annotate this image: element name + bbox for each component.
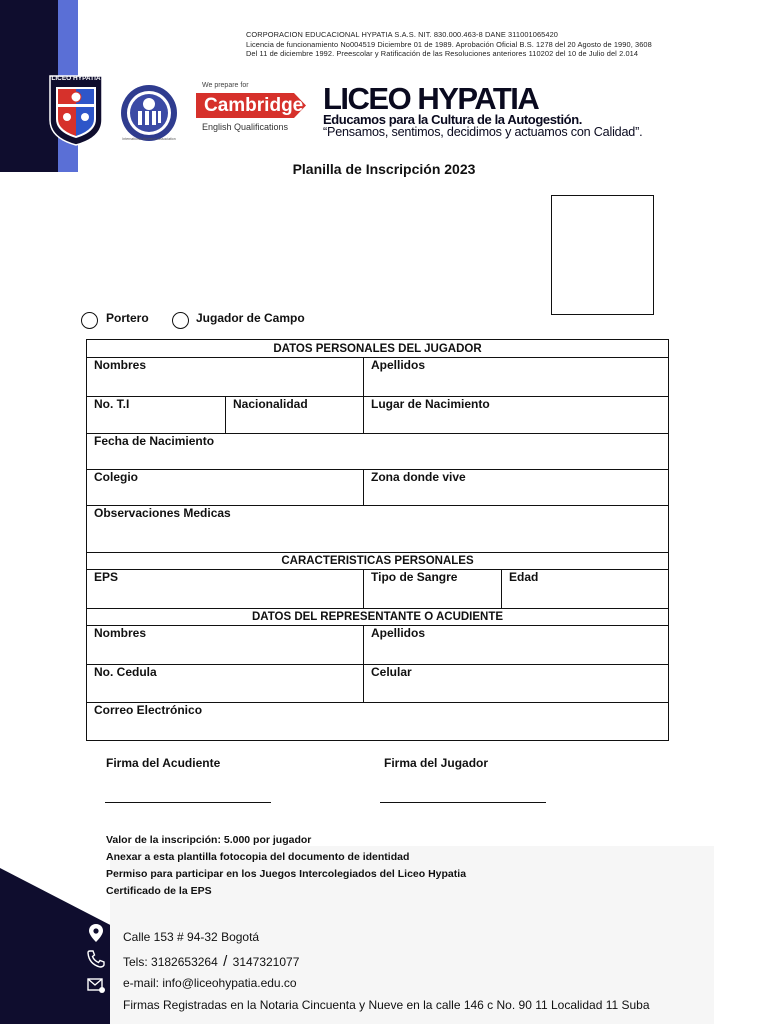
location-pin-icon [86, 923, 106, 943]
field-apellidos[interactable] [364, 358, 669, 397]
footer-phones [123, 953, 299, 970]
note-permission: Permiso para participar en los Juegos Intercolegiados del Liceo Hypatia [106, 868, 467, 880]
registration-table [86, 339, 669, 741]
mail-icon [86, 975, 106, 995]
field-lugar-nacimiento-label: Lugar de Nacimiento [371, 397, 490, 411]
cambridge-word: Cambridge [204, 95, 304, 116]
field-edad-label: Edad [509, 570, 539, 584]
field-nombres[interactable] [87, 358, 364, 397]
section-personal-data: DATOS PERSONALES DEL JUGADOR [87, 340, 669, 358]
header-line-3: Del 11 de diciembre 1992. Preescolar y Ratificación de las Resoluciones anteriores 110202 del 10 de Julio del 2.014 [246, 49, 639, 58]
field-correo-label: Correo Electrónico [94, 703, 203, 717]
field-colegio-label: Colegio [94, 470, 138, 484]
footer-email: e-mail: info@liceohypatia.edu.co [123, 976, 297, 990]
photo-box [551, 195, 654, 315]
section-guardian-data: DATOS DEL REPRESENTANTE O ACUDIENTE [87, 609, 669, 626]
signature-player-label: Firma del Jugador [384, 756, 489, 770]
form-title: Planilla de Inscripción 2023 [292, 161, 476, 177]
field-tipo-sangre-label: Tipo de Sangre [371, 570, 458, 584]
note-eps: Certificado de la EPS [106, 885, 212, 897]
field-tipo-sangre[interactable] [364, 570, 502, 609]
phone-icon [86, 949, 106, 969]
field-lugar-nacimiento[interactable] [364, 397, 669, 434]
field-correo[interactable] [87, 703, 669, 741]
field-nacionalidad-label: Nacionalidad [233, 397, 308, 411]
school-motto: Educamos para la Cultura de la Autogestión. [323, 112, 582, 127]
field-cedula[interactable] [87, 665, 364, 703]
field-edad[interactable] [502, 570, 669, 609]
header-line-1: CORPORACION EDUCACIONAL HYPATIA S.A.S. NIT. 830.000.463-8 DANE 311001065420 [246, 30, 559, 39]
field-zona-label: Zona donde vive [371, 470, 466, 484]
cambridge-prep-text: We prepare for [202, 82, 249, 89]
cambridge-logo [196, 93, 306, 118]
signature-player-line[interactable] [380, 802, 546, 803]
radio-jugador-de-campo-label: Jugador de Campo [196, 311, 305, 325]
header-line-2: Licencia de funcionamiento No004519 Diciembre 01 de 1989. Aprobación Oficial B.S. 1278 del 20 Agosto de 1990, 3608 [246, 40, 652, 49]
field-zona[interactable] [364, 470, 669, 506]
field-rep-apellidos-label: Apellidos [371, 626, 426, 640]
footer-notary: Firmas Registradas en la Notaria Cincuenta y Nueve en la calle 146 c No. 90 11 Localidad 11 Suba [123, 998, 650, 1012]
signature-guardian-line[interactable] [105, 802, 271, 803]
field-rep-nombres-label: Nombres [94, 626, 147, 640]
field-eps-label: EPS [94, 570, 119, 584]
school-name: LICEO HYPATIA [323, 81, 539, 116]
school-crest-logo [48, 74, 104, 146]
footer-phones-label: Tels: [123, 955, 148, 969]
field-celular[interactable] [364, 665, 669, 703]
cambridge-subtitle: English Qualifications [202, 122, 289, 132]
crest-title: LICEO HYPATIA [51, 75, 101, 82]
radio-portero-label: Portero [106, 311, 149, 325]
footer-phone-separator: / [223, 953, 228, 970]
signature-guardian-label: Firma del Acudiente [106, 756, 221, 770]
field-rep-nombres[interactable] [87, 626, 364, 665]
note-fee: Valor de la inscripción: 5.000 por jugador [106, 834, 312, 846]
field-no-ti[interactable] [87, 397, 226, 434]
footer-phone-1: 3182653264 [151, 955, 218, 969]
radio-portero[interactable] [81, 312, 98, 329]
seal-caption: International Women's Association [122, 137, 176, 141]
field-fecha-nacimiento[interactable] [87, 434, 669, 470]
field-nacionalidad[interactable] [226, 397, 364, 434]
section-characteristics: CARACTERISTICAS PERSONALES [87, 553, 669, 570]
association-seal-logo [120, 84, 178, 142]
footer-phone-2: 3147321077 [232, 955, 300, 969]
field-colegio[interactable] [87, 470, 364, 506]
field-celular-label: Celular [371, 665, 412, 679]
radio-jugador-de-campo[interactable] [172, 312, 189, 329]
note-id-copy: Anexar a esta plantilla fotocopia del documento de identidad [106, 851, 410, 863]
field-rep-apellidos[interactable] [364, 626, 669, 665]
field-observaciones[interactable] [87, 506, 669, 553]
field-cedula-label: No. Cedula [94, 665, 157, 679]
field-apellidos-label: Apellidos [371, 358, 426, 372]
field-no-ti-label: No. T.I [94, 397, 130, 411]
field-nombres-label: Nombres [94, 358, 147, 372]
footer-address: Calle 153 # 94-32 Bogotá [123, 930, 260, 944]
field-eps[interactable] [87, 570, 364, 609]
field-fecha-nacimiento-label: Fecha de Nacimiento [94, 434, 215, 448]
field-observaciones-label: Observaciones Medicas [94, 506, 231, 520]
school-slogan: “Pensamos, sentimos, decidimos y actuamos con Calidad”. [323, 125, 643, 139]
